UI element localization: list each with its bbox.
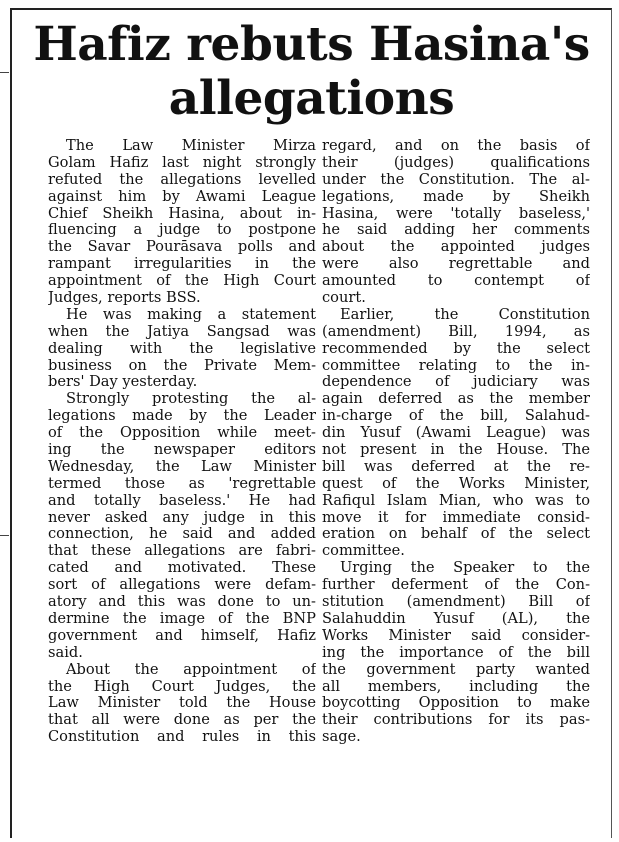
text-line: the government party wanted (322, 661, 590, 678)
text-line: Salahuddin Yusuf (AL), the (322, 610, 590, 627)
text-line: bill was deferred at the re- (322, 458, 590, 475)
headline-line-2: allegations (168, 71, 455, 126)
text-line: boycotting Opposition to make (322, 695, 590, 712)
text-line: Law Minister told the House (48, 695, 316, 712)
text-line: all members, including the (322, 678, 590, 695)
text-line: said. (48, 644, 83, 661)
text-line: Works Minister said consider- (322, 627, 590, 644)
text-line: of the Opposition while meet- (48, 425, 316, 442)
left-edge-rule (0, 72, 9, 73)
text-line: Golam Hafiz last night strongly (48, 154, 316, 171)
right-column (322, 138, 590, 746)
headline-line-1: Hafiz rebuts Hasina's (33, 17, 590, 72)
text-line: The Law Minister Mirza (66, 138, 316, 154)
text-line: amounted to contempt of (322, 273, 590, 290)
text-line: Hasina, were 'totally baseless,' (322, 205, 590, 222)
text-line: sort of allegations were defam- (48, 577, 316, 594)
headline (12, 10, 611, 126)
text-line: dependence of judiciary was (322, 374, 590, 391)
text-line: fluencing a judge to postpone (48, 222, 316, 239)
text-line: sage. (322, 729, 361, 746)
text-line: that these allegations are fabri- (48, 543, 316, 560)
text-line: ing the newspaper editors (48, 442, 316, 459)
text-line: dermine the image of the BNP (48, 610, 316, 627)
text-line: termed those as 'regrettable (48, 475, 316, 492)
left-column (48, 138, 316, 746)
text-line: Earlier, the Constitution (340, 306, 590, 323)
text-line: appointment of the High Court (48, 273, 316, 290)
text-line: further deferment of the Con- (322, 577, 590, 594)
text-line: Rafiqul Islam Mian, who was to (322, 492, 590, 509)
news-article (10, 8, 612, 838)
text-line: court. (322, 290, 366, 307)
text-line: that all were done as per the (48, 712, 316, 729)
article-body (12, 138, 611, 838)
text-line: legations, made by Sheikh (322, 188, 590, 205)
text-line: Strongly protesting the al- (66, 391, 316, 408)
text-line: About the appointment of (66, 661, 316, 678)
text-line: (amendment) Bill, 1994, as (322, 323, 590, 340)
text-line: din Yusuf (Awami League) was (322, 425, 590, 442)
text-line: committee relating to the in- (322, 357, 590, 374)
text-line: their contributions for its pas- (322, 712, 590, 729)
text-line: Judges, reports BSS. (48, 290, 201, 307)
text-line: about the appointed judges (322, 239, 590, 256)
text-line: not present in the House. The (322, 442, 590, 459)
text-line: move it for immediate consid- (322, 509, 590, 526)
text-line: Constitution and rules in this (48, 729, 316, 746)
text-line: in-charge of the bill, Salahud- (322, 408, 590, 425)
text-line: Urging the Speaker to the (340, 560, 590, 577)
text-line: recommended by the select (322, 340, 590, 357)
text-line: again deferred as the member (322, 391, 590, 408)
text-line: stitution (amendment) Bill of (322, 594, 590, 611)
text-line: bers' Day yesterday. (48, 374, 198, 391)
text-line: under the Constitution. The al- (322, 171, 590, 188)
text-line: refuted the allegations levelled (48, 171, 316, 188)
text-line: business on the Private Mem- (48, 357, 316, 374)
text-line: legations made by the Leader (48, 408, 316, 425)
text-line: when the Jatiya Sangsad was (48, 323, 316, 340)
text-line: the High Court Judges, the (48, 678, 316, 695)
text-line: ing the importance of the bill (322, 644, 590, 661)
text-line: quest of the Works Minister, (322, 475, 590, 492)
text-line: atory and this was done to un- (48, 594, 316, 611)
text-line: dealing with the legislative (48, 340, 316, 357)
text-line: never asked any judge in this (48, 509, 316, 526)
text-line: Chief Sheikh Hasina, about in- (48, 205, 316, 222)
text-line: rampant irregularities in the (48, 256, 316, 273)
text-line: connection, he said and added (48, 526, 316, 543)
text-line: regard, and on the basis of (322, 138, 590, 154)
text-line: the Savar Pourāsava polls and (48, 239, 316, 256)
text-line: eration on behalf of the select (322, 526, 590, 543)
text-line: cated and motivated. These (48, 560, 316, 577)
text-line: committee. (322, 543, 405, 560)
text-line: were also regrettable and (322, 256, 590, 273)
text-line: their (judges) qualifications (322, 154, 590, 171)
text-line: and totally baseless.' He had (48, 492, 316, 509)
text-line: against him by Awami League (48, 188, 316, 205)
text-line: Wednesday, the Law Minister (48, 458, 316, 475)
text-line: government and himself, Hafiz (48, 627, 316, 644)
text-line: He was making a statement (66, 306, 316, 323)
left-edge-rule (0, 535, 9, 536)
text-line: he said adding her comments (322, 222, 590, 239)
